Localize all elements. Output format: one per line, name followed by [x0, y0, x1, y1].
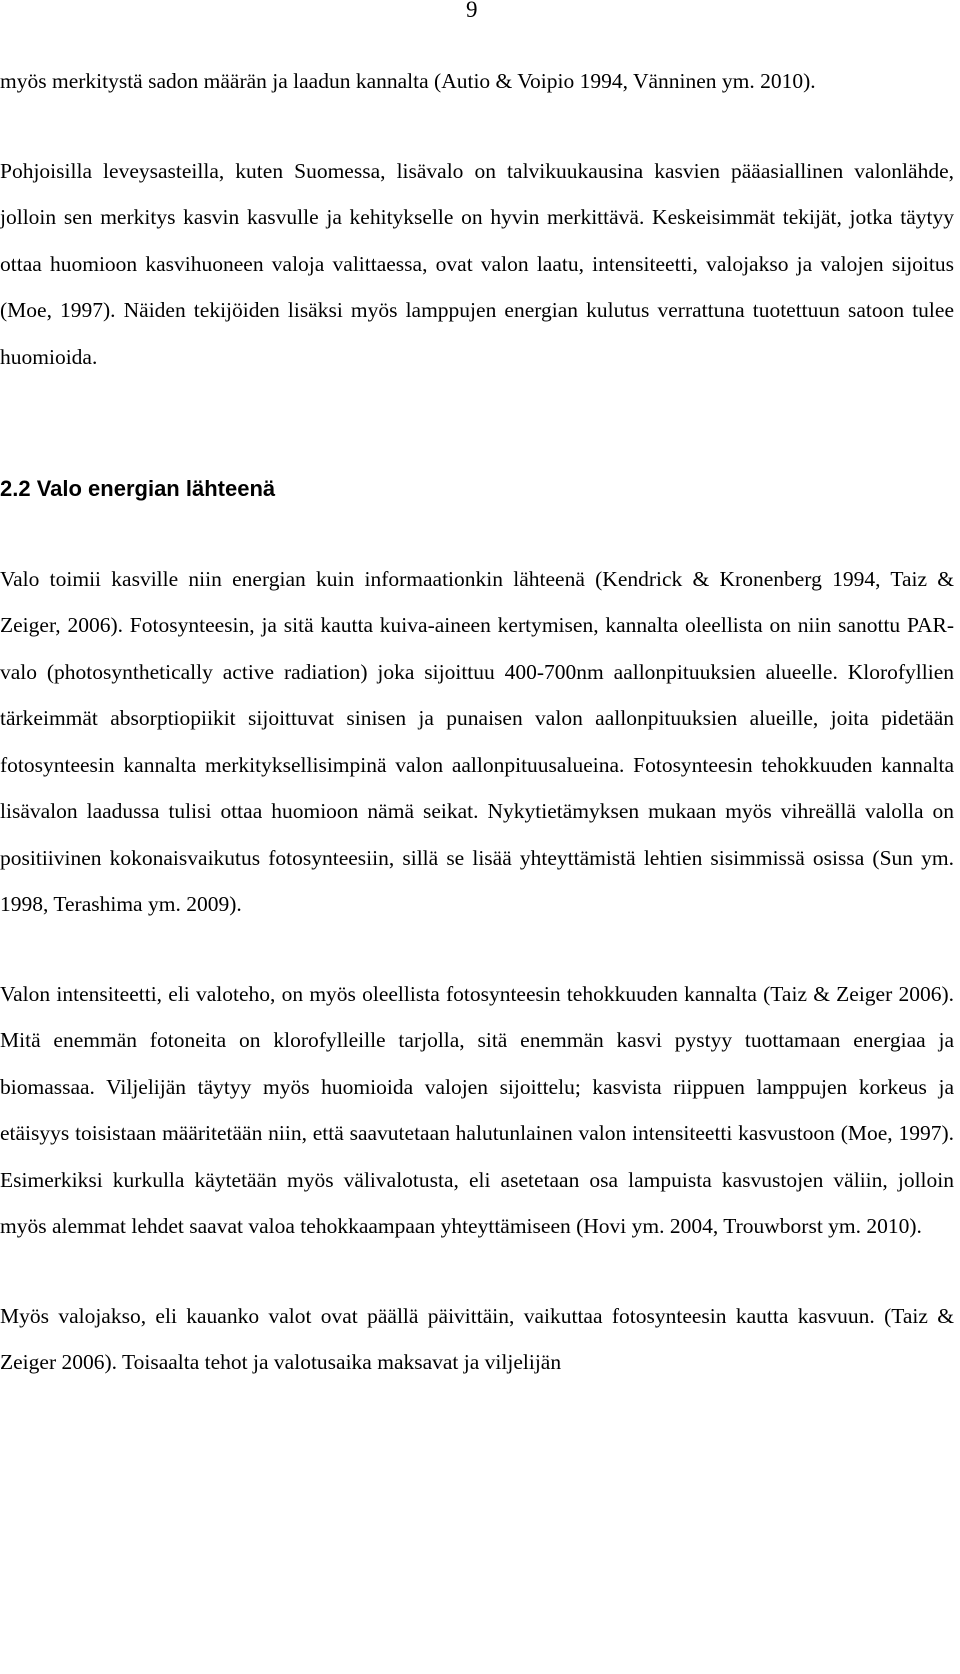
- paragraph-photoperiod: Myös valojakso, eli kauanko valot ovat päällä päivittäin, vaikuttaa fotosynteesin kautta kasvuun. (Taiz & Zeiger 2006). Toisaalta tehot ja valotusaika maksavat ja viljelijän: [0, 1303, 954, 1374]
- paragraph-light-intensity: Valon intensiteetti, eli valoteho, on myös oleellista fotosynteesin tehokkuuden kannalta (Taiz & Zeiger 2006). Mitä enemmän fotoneita on klorofylleille tarjolla, sitä enemmän kasvi pystyy tuottamaan energiaa ja biomassaa. Viljelijän täytyy myös huomioida valojen sijoittelu; kasvista riippuen lamppujen korkeus ja etäisyys toisistaan määritetään niin, että saavutetaan halutunlainen valon intensiteetti kasvustoon (Moe, 1997). Esimerkiksi kurkulla käytetään myös välivalotusta, eli asetetaan osa lampuista kasvustojen väliin, jolloin myös alemmat lehdet saavat valoa tehokkaampaan yhteyttämiseen (Hovi ym. 2004, Trouwborst ym. 2010).: [0, 981, 954, 1238]
- page-number: 9: [466, 0, 478, 22]
- paragraph-intro-continuation: myös merkitystä sadon määrän ja laadun kannalta (Autio & Voipio 1994, Vänninen ym. 2010).: [0, 69, 816, 93]
- paragraph-northern-latitudes: Pohjoisilla leveysasteilla, kuten Suomessa, lisävalo on talvikuukausina kasvien pääasiallinen valonlähde, jolloin sen merkitys kasvin kasvulle ja kehitykselle on hyvin merkittävä. Keskeisimmät tekijät, jotka täytyy ottaa huomioon kasvihuoneen valoja valittaessa, ovat valon laatu, intensiteetti, valojakso ja valojen sijoitus (Moe, 1997). Näiden tekijöiden lisäksi myös lamppujen energian kulutus verrattuna tuotettuun satoon tulee huomioida.: [0, 158, 954, 369]
- paragraph-light-as-energy: Valo toimii kasville niin energian kuin informaationkin lähteenä (Kendrick & Kronenberg 1994, Taiz & Zeiger, 2006). Fotosynteesin, ja sitä kautta kuiva-aineen kertymisen, kannalta oleellista on niin sanottu PAR-valo (photosynthetically active radiation) joka sijoittuu 400-700nm aallonpituuksien alueelle. Klorofyllien tärkeimmät absorptiopiikit sijoittuvat sinisen ja punaisen valon aallonpituuksien alueille, joita pidetään fotosynteesin kannalta merkityksellisimpinä valon aallonpituusalueina. Fotosynteesin tehokkuuden kannalta lisävalon laadussa tulisi ottaa huomioon nämä seikat. Nykytietämyksen mukaan myös vihreällä valolla on positiivinen kokonaisvaikutus fotosynteesiin, sillä se lisää yhteyttämistä lehtien sisimmissä osissa (Sun ym. 1998, Terashima ym. 2009).: [0, 566, 954, 916]
- section-heading: 2.2 Valo energian lähteenä: [0, 476, 276, 501]
- page-content: [0, 58, 954, 1386]
